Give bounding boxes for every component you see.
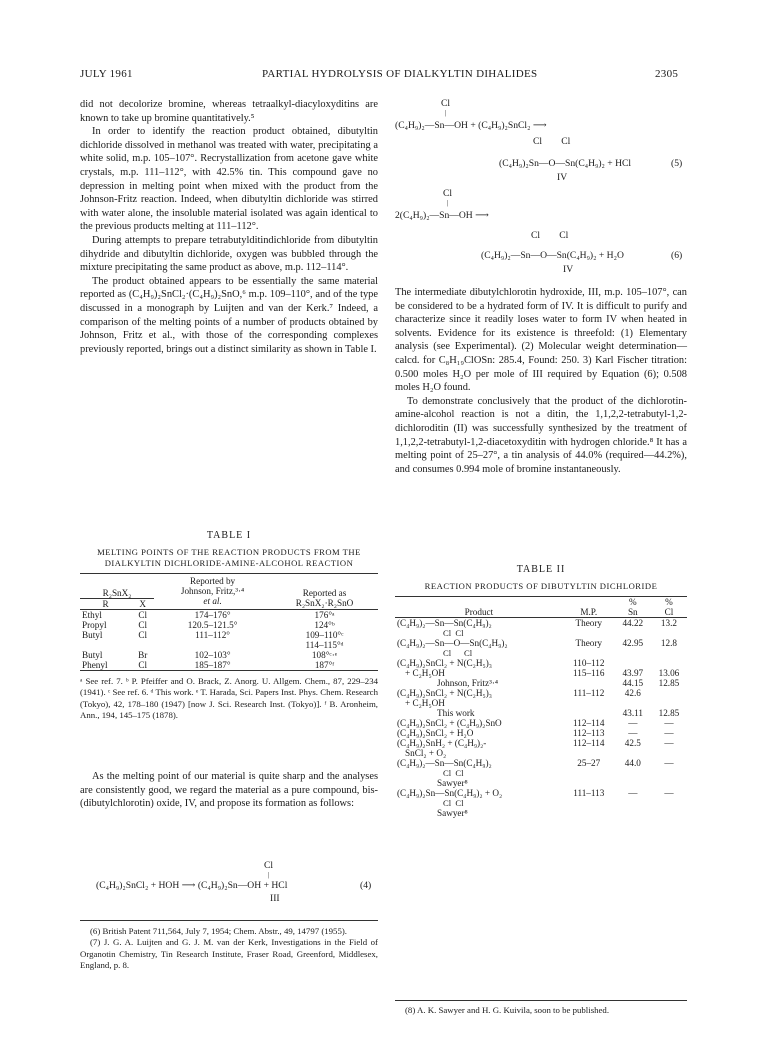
- table-cell: [395, 728, 563, 738]
- col-header-line: Reported by: [189, 576, 236, 586]
- eq-label: IV: [557, 172, 568, 183]
- table-row: [395, 728, 687, 738]
- table-cell: [563, 708, 615, 718]
- product-substituents: Cl Cl: [443, 648, 473, 658]
- table-row: [80, 640, 378, 650]
- left-body-text: [80, 98, 378, 356]
- table-2: [395, 564, 687, 818]
- table-cell: 111–113: [573, 788, 605, 798]
- table-row: [395, 748, 687, 758]
- footnote-rule: [80, 920, 378, 921]
- table-cell: [615, 808, 651, 818]
- table-cell: [615, 658, 651, 668]
- table-cell: [131, 640, 154, 650]
- table-cell: Br: [138, 650, 148, 660]
- table-cell: [395, 668, 563, 678]
- table-cell: [395, 738, 563, 748]
- product-formula: Johnson, Fritz³·⁴: [437, 678, 499, 688]
- product-formula: (C₄H₉)₂Sn—Sn(C₄H₉)₂ + O₂: [397, 788, 503, 798]
- table-row: [395, 638, 687, 658]
- table-cell: —: [664, 738, 674, 748]
- eq-substituent: Cl Cl: [531, 230, 569, 241]
- table-cell: —: [664, 788, 674, 798]
- table-cell: [395, 788, 563, 808]
- table-notes: ᵃ See ref. 7. ᵇ P. Pfeiffer and O. Brack, Z. Anorg. U. Allgem. Chem., 87, 229–234 (1941). ᶜ See ref. 6. ᵈ This work. ᵉ T. Harada, Sci. Papers Inst. Phys. Chem. Research (Tokyo), 42, 178–180 (1947) [now J. Sci. Research Inst. (Tokyo)]. ᶠ B. Aronheim, Ann., 194, 145–175 (1878).: [80, 676, 378, 721]
- header-date: JULY 1961: [80, 68, 133, 80]
- table-subtitle: DIALKYLTIN DICHLORIDE-AMINE-ALCOHOL REACTION: [104, 558, 354, 568]
- paragraph: The product obtained appears to be essentially the same material reported as (C₄H₉)₂SnCl₂·(C₄H₉)₂SnO,⁶ m.p. 109–110°, and of the type discussed in a monograph by Luijten and van der Kerk.⁷ Indeed, a comparison of the melting points of a number of products obtained by Johnson, Fritz et al., with those of the corresponding complexes previously reported, brings out a distinct similarity as shown in Table I.: [80, 275, 378, 355]
- table-cell: [651, 778, 687, 788]
- col-header-line: Johnson, Fritz,³·⁴: [180, 586, 245, 596]
- col-header-line: Cl: [664, 607, 674, 617]
- col-header-line: et al.: [203, 596, 222, 606]
- eq-bond: |: [268, 871, 270, 879]
- col-header: R: [102, 599, 109, 609]
- table-cell: 111–112: [573, 688, 605, 698]
- col-header: M.P.: [580, 607, 598, 617]
- eq-substituent: Cl: [441, 98, 451, 109]
- footnote: (8) A. K. Sawyer and H. G. Kuivila, soon to be published.: [405, 1005, 610, 1015]
- table-cell: [651, 808, 687, 818]
- table-cell: 44.22: [622, 618, 644, 628]
- table-cell: [395, 748, 563, 758]
- table-row: [395, 688, 687, 698]
- product-formula: (C₄H₉)₂SnCl₂ + H₂O: [397, 728, 474, 738]
- eq-substituent: Cl Cl: [533, 136, 571, 147]
- product-formula: (C₄H₉)₂SnCl₂ + (C₄H₉)₂SnO: [397, 718, 502, 728]
- table-1-grid: [80, 573, 378, 671]
- paragraph: did not decolorize bromine, whereas tetraalkyl-diacyloxyditins are known to take up bromine quantitatively.⁵: [80, 99, 378, 124]
- table-row: [395, 778, 687, 788]
- table-cell: —: [628, 718, 638, 728]
- table-cell: —: [664, 758, 674, 768]
- eq-bond: |: [447, 199, 449, 207]
- paragraph: The intermediate dibutylchlorotin hydroxide, III, m.p. 105–107°, can be considered to be a hydrated form of IV. It is difficult to purify and characterize since it readily loses water to form IV when heated in solvents. Evidence for its existence is threefold: (1) Elementary analysis (see Experimental). (2) Molecular weight determination—calcd. for C₈H₁₉ClOSn: 285.4, Found: 250. 3) Karl Fischer titration: 0.500 moles H₂O per mole of III required by Equation (6); 0.508 moles H₂O found.: [395, 287, 687, 394]
- table-cell: [395, 618, 563, 639]
- product-formula: (C₄H₉)₂—Sn—Sn(C₄H₉)₂: [397, 758, 492, 768]
- table-cell: 185–187°: [194, 660, 231, 670]
- product-formula: (C₄H₉)₂SnCl₂ + N(C₂H₅)₃: [397, 658, 492, 668]
- product-substituents: Cl Cl: [443, 628, 464, 638]
- table-cell: [395, 678, 563, 688]
- equation-5: [395, 98, 687, 183]
- table-cell: —: [628, 788, 638, 798]
- paragraph: In order to identify the reaction product obtained, dibutyltin dichloride dissolved in methanol was treated with water, precipitating a white solid, m.p. 105–107°. Recrystallization from acetone gave white crystals, m.p. 111–112°, with 42.5% tin. This compound gave no depression in melting point when mixed with the product from the Johnson-Fritz reaction. Indeed, when dibutyltin dichloride was stirred with water alone, the insoluble material isolated was again identical to the previous products melting at 111–112°.: [80, 126, 378, 233]
- table-cell: Cl: [138, 630, 148, 640]
- col-header: Product: [464, 607, 494, 617]
- table-cell: [395, 688, 563, 698]
- eq-substituent: Cl: [264, 860, 274, 871]
- table-cell: 110–112: [573, 658, 605, 668]
- eq-expression: (C₄H₉)₂SnCl₂ + HOH ⟶ (C₄H₉)₂Sn—OH + HCl: [96, 880, 288, 891]
- paragraph: During attempts to prepare tetrabutylditindichloride from dibutyltin dihydride and dibutyltin dichloride, oxygen was bubbled through the mixture precipitating the same product as above, m.p. 112–114°.: [80, 234, 378, 274]
- table-cell: 42.95: [622, 638, 644, 648]
- table-cell: [563, 778, 615, 788]
- table-row: [80, 610, 378, 621]
- col-header-line: Reported as: [302, 588, 347, 598]
- table-cell: 114–115°ᵈ: [305, 640, 344, 650]
- table-row: [80, 650, 378, 660]
- table-cell: [395, 758, 563, 778]
- product-formula: (C₄H₉)₂—Sn—O—Sn(C₄H₉)₂: [397, 638, 508, 648]
- eq-expression: (C₄H₉)₂—Sn—O—Sn(C₄H₉)₂ + H₂O: [481, 250, 624, 261]
- col-header: [154, 574, 271, 610]
- table-cell: 115–116: [573, 668, 605, 678]
- table-cell: 112–114: [573, 738, 605, 748]
- table-cell: Cl: [138, 610, 148, 620]
- table-cell: Cl: [138, 620, 148, 630]
- table-cell: 25–27: [577, 758, 601, 768]
- col-header: [271, 574, 378, 610]
- col-header: X: [139, 599, 146, 609]
- table-cell: 109–110°ᶜ: [305, 630, 344, 640]
- table-cell: 44.0: [624, 758, 641, 768]
- col-header: R₂SnX₂: [80, 574, 154, 599]
- left-body-text-2: [80, 770, 378, 811]
- eq-expression: (C₄H₉)₂—Sn—OH + (C₄H₉)₂SnCl₂ ⟶: [395, 120, 547, 131]
- table-row: [395, 618, 687, 639]
- table-cell: [80, 640, 131, 650]
- table-cell: 174–176°: [194, 610, 231, 620]
- table-cell: 111–112°: [195, 630, 230, 640]
- table-row: [80, 630, 378, 640]
- table-cell: Ethyl: [82, 610, 102, 620]
- table-cell: Theory: [575, 638, 603, 648]
- product-formula: This work: [437, 708, 475, 718]
- table-cell: Butyl: [82, 630, 103, 640]
- product-substituents: Cl Cl: [443, 798, 464, 808]
- equation-4: [96, 860, 378, 910]
- table-cell: —: [628, 728, 638, 738]
- table-cell: [395, 778, 563, 788]
- table-cell: [563, 698, 615, 708]
- table-cell: Cl: [138, 660, 148, 670]
- col-header-line: Sn: [627, 607, 638, 617]
- footnote: (7) J. G. A. Luijten and G. J. M. van der Kerk, Investigations in the Field of Organotin Chemistry, Tin Research Institute, Fraser Road, Greenford, Middlesex, England, p. 8.: [80, 937, 378, 971]
- table-cell: —: [664, 728, 674, 738]
- table-row: [80, 620, 378, 630]
- eq-label: IV: [563, 264, 574, 275]
- table-row: [80, 660, 378, 671]
- table-cell: [563, 748, 615, 758]
- eq-bond: |: [445, 109, 447, 117]
- product-formula: (C₄H₉)₂—Sn—Sn(C₄H₉)₂: [397, 618, 492, 628]
- table-row: [395, 718, 687, 728]
- table-cell: —: [664, 718, 674, 728]
- table-row: [395, 758, 687, 778]
- table-cell: 176°ᵃ: [314, 610, 335, 620]
- table-cell: 102–103°: [194, 650, 231, 660]
- footnote: (6) British Patent 711,564, July 7, 1954; Chem. Abstr., 49, 14797 (1955).: [90, 926, 347, 936]
- table-cell: [395, 708, 563, 718]
- col-header: [615, 597, 651, 618]
- table-cell: [615, 748, 651, 758]
- table-cell: 12.8: [660, 638, 677, 648]
- product-substituents: Cl Cl: [443, 768, 464, 778]
- table-cell: 42.6: [624, 688, 641, 698]
- table-cell: 42.5: [624, 738, 641, 748]
- table-cell: [615, 698, 651, 708]
- table-caption: TABLE I: [206, 530, 252, 541]
- col-header: [651, 597, 687, 618]
- table-row: [395, 698, 687, 708]
- table-cell: 112–113: [573, 728, 605, 738]
- eq-number: (4): [360, 880, 372, 891]
- table-cell: 108°ᶜ·ᵉ: [311, 650, 338, 660]
- table-cell: [651, 748, 687, 758]
- table-cell: [563, 678, 615, 688]
- header-title: PARTIAL HYDROLYSIS OF DIALKYLTIN DIHALIDES: [262, 68, 538, 80]
- eq-expression: (C₄H₉)₂Sn—O—Sn(C₄H₉)₂ + HCl: [499, 158, 632, 169]
- table-cell: 187°ᶠ: [314, 660, 335, 670]
- table-2-grid: [395, 596, 687, 818]
- eq-expression: 2(C₄H₉)₂—Sn—OH ⟶: [395, 210, 489, 221]
- table-cell: [615, 778, 651, 788]
- eq-substituent: Cl: [443, 188, 453, 199]
- table-row: [395, 668, 687, 678]
- product-formula: + C₂H₅OH: [405, 698, 445, 708]
- table-cell: [563, 808, 615, 818]
- table-cell: 124°ᵇ: [314, 620, 335, 630]
- table-cell: 112–114: [573, 718, 605, 728]
- product-formula: SnCl₂ + O₂: [405, 748, 447, 758]
- col-header-line: R₂SnX₂·R₂SnO: [295, 598, 354, 608]
- table-1: [80, 530, 378, 722]
- footnotes-left: [80, 926, 378, 972]
- table-cell: [395, 808, 563, 818]
- table-row: [395, 678, 687, 688]
- product-formula: (C₄H₉)₂SnH₂ + (C₄H₉)₂-: [397, 738, 487, 748]
- table-subtitle: MELTING POINTS OF THE REACTION PRODUCTS FROM THE: [97, 547, 361, 557]
- table-cell: [651, 688, 687, 698]
- table-cell: [395, 718, 563, 728]
- table-cell: [395, 698, 563, 708]
- product-formula: + C₂H₅OH: [405, 668, 445, 678]
- table-cell: 13.2: [660, 618, 677, 628]
- table-subtitle: REACTION PRODUCTS OF DIBUTYLTIN DICHLORIDE: [424, 581, 658, 591]
- eq-label: III: [270, 893, 280, 904]
- table-cell: Theory: [575, 618, 603, 628]
- page-number: 2305: [655, 68, 679, 80]
- product-formula: Sawyer⁸: [437, 808, 468, 818]
- table-row: [395, 738, 687, 748]
- paragraph: As the melting point of our material is quite sharp and the analyses are consistently good, we regard the material as a pure compound, bis-(dibutylchlorotin) oxide, IV, and propose its formation as follows:: [80, 771, 378, 810]
- right-body-text: [395, 286, 687, 476]
- table-row: [395, 658, 687, 668]
- table-cell: [395, 638, 563, 658]
- table-cell: 120.5–121.5°: [187, 620, 238, 630]
- equation-6: [395, 188, 687, 278]
- col-header-line: %: [628, 597, 637, 607]
- table-cell: 12.85: [658, 678, 680, 688]
- table-row: [395, 708, 687, 718]
- table-cell: Propyl: [82, 620, 107, 630]
- table-cell: [395, 658, 563, 668]
- table-cell: 13.06: [658, 668, 680, 678]
- col-header-line: %: [665, 597, 673, 607]
- table-cell: 44.15: [622, 678, 644, 688]
- table-cell: [154, 640, 271, 650]
- footnote-rule: [395, 1000, 687, 1001]
- table-cell: 43.11: [622, 708, 643, 718]
- eq-number: (6): [671, 250, 683, 261]
- table-caption: TABLE II: [516, 564, 566, 575]
- table-cell: Phenyl: [82, 660, 108, 670]
- paragraph: To demonstrate conclusively that the product of the dichlorotin-amine-alcohol reaction is not a ditin, the 1,1,2,2-tetrabutyl-1,2-dichloroditin (II) was successfully synthesized by the treatment of 1,1,2,2-tetrabutyl-1,2-diacetoxyditin with hydrogen chloride.⁸ It has a melting point of 25–27°, a tin analysis of 44.0% (required—44.2%), and consumes 0.994 mole of bromine instantaneously.: [395, 395, 687, 475]
- table-cell: Butyl: [82, 650, 103, 660]
- product-formula: (C₄H₉)₂SnCl₂ + N(C₂H₅)₃: [397, 688, 492, 698]
- table-cell: 12.85: [658, 708, 680, 718]
- table-cell: 43.97: [622, 668, 644, 678]
- table-row: [395, 788, 687, 808]
- table-cell: [651, 698, 687, 708]
- table-row: [395, 808, 687, 818]
- table-cell: [651, 658, 687, 668]
- eq-number: (5): [671, 158, 683, 169]
- product-formula: Sawyer⁸: [437, 778, 468, 788]
